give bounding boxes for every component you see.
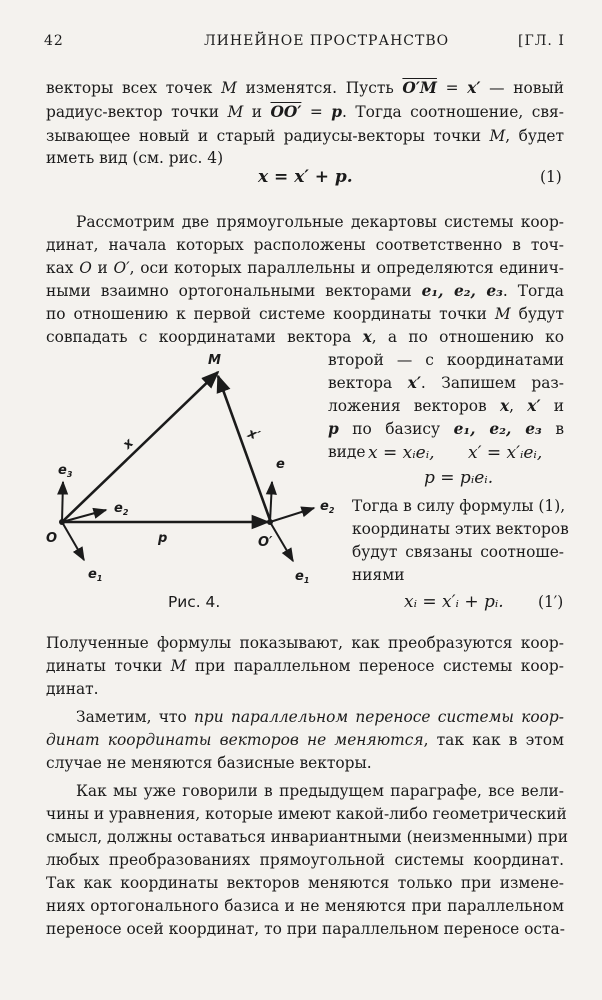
- text-line: Полученные формулы показывают, как преобразуются коор-: [46, 634, 564, 652]
- equation-1: x = x′ + p.: [258, 167, 353, 187]
- label-O-prime: O′: [258, 535, 273, 550]
- expansion-x-prime: x′ = x′ᵢeᵢ,: [468, 443, 543, 463]
- label-e2-at-O: $e_2$: [114, 501, 129, 517]
- text-line: Рассмотрим две прямоугольные декартовы системы коор-: [76, 213, 564, 231]
- expansion-x: x = xᵢeᵢ,: [368, 443, 435, 463]
- figure-4: [38, 350, 338, 590]
- text-line: Заметим, что при параллельном переносе системы коор-: [76, 708, 564, 726]
- text-line: совпадать с координатами вектора x, а по отношению ко: [46, 328, 564, 346]
- vector-x: [62, 372, 218, 522]
- label-e2-at-O-prime: $e_2$: [320, 499, 335, 515]
- equation-1-prime: xᵢ = x′ᵢ + pᵢ.: [404, 592, 504, 612]
- text-line: динат, начала которых расположены соответственно в точ-: [46, 236, 564, 254]
- text-line: ках O и O′, оси которых параллельны и определяются единич-: [46, 259, 564, 277]
- text-line: динаты точки M при параллельном переносе системы коор-: [46, 657, 564, 675]
- basis-e1-at-O-prime: [270, 522, 293, 561]
- text-line: виде: [328, 443, 366, 461]
- text-line: динат.: [46, 680, 99, 698]
- basis-e1-at-O: [62, 522, 84, 560]
- text-line: координаты этих векторов: [352, 520, 569, 538]
- text-line: чины и уравнения, которые имеют какой-либо геометрический: [46, 805, 567, 823]
- label-M: M: [208, 353, 221, 368]
- label-p: p: [158, 531, 168, 546]
- text-line: любых преобразованиях прямоугольной системы координат.: [46, 851, 564, 869]
- label-e1-at-O: $e_1$: [88, 567, 103, 583]
- label-x: x: [120, 435, 137, 453]
- expansion-p: p = pᵢeᵢ.: [424, 468, 494, 488]
- text-line: смысл, должны оставаться инвариантными (неизменными) при: [46, 828, 569, 846]
- page-number: 42: [44, 33, 64, 49]
- text-line: радиус-вектор точки M и OO′ = p. Тогда соотношение, свя-: [46, 103, 564, 121]
- origin-O-prime-dot: [267, 519, 273, 525]
- text-line: будут связаны соотноше-: [352, 543, 564, 561]
- text-line: ниях ортогонального базиса и не меняются при параллельном: [46, 897, 564, 915]
- text-line: ниями: [352, 566, 405, 584]
- text-line: случае не меняются базисные векторы.: [46, 754, 372, 772]
- label-e3-at-O: $e_3$: [58, 463, 73, 479]
- origin-O-dot: [59, 519, 65, 525]
- chapter-marker: [ГЛ. I: [518, 33, 565, 49]
- label-e1-at-O-prime: $e_1$: [295, 569, 310, 585]
- text-line: ными взаимно ортогональными векторами e₁, e₂, e₃. Тогда: [46, 282, 564, 300]
- label-O: O: [46, 531, 58, 546]
- text-line: переносе осей координат, то при параллельном переносе оста-: [46, 920, 565, 938]
- label-x-prime: x′: [245, 426, 262, 445]
- equation-1-prime-number: (1′): [538, 593, 564, 611]
- text-line: векторы всех точек M изменятся. Пусть O′M = x′ — новый: [46, 79, 564, 97]
- basis-e3-at-O: [62, 482, 63, 522]
- text-line: p по базису e₁, e₂, e₃ в: [328, 420, 564, 438]
- running-title: ЛИНЕЙНОЕ ПРОСТРАНСТВО: [204, 33, 450, 49]
- basis-e3-at-O-prime: [270, 482, 272, 522]
- text-line: вектора x′. Запишем раз-: [328, 374, 564, 392]
- text-line: динат координаты векторов не меняются, так как в этом: [46, 731, 564, 749]
- vector-x-prime: [218, 376, 270, 520]
- label-e3-at-O-prime: e: [276, 457, 285, 472]
- text-line: Как мы уже говорили в предыдущем параграфе, все вели-: [76, 782, 564, 800]
- text-line: ложения векторов x, x′ и: [328, 397, 564, 415]
- text-line: второй — с координатами: [328, 351, 564, 369]
- text-line: Так как координаты векторов меняются только при измене-: [46, 874, 564, 892]
- figure-caption: Рис. 4.: [168, 593, 221, 611]
- text-line: Тогда в силу формулы (1),: [352, 497, 566, 515]
- text-line: зывающее новый и старый радиусы-векторы точки M, будет: [46, 127, 564, 145]
- text-line: по отношению к первой системе координаты точки M будут: [46, 305, 564, 323]
- basis-e2-at-O-prime: [270, 508, 314, 522]
- text-line: иметь вид (см. рис. 4): [46, 149, 224, 167]
- equation-1-number: (1): [540, 168, 562, 186]
